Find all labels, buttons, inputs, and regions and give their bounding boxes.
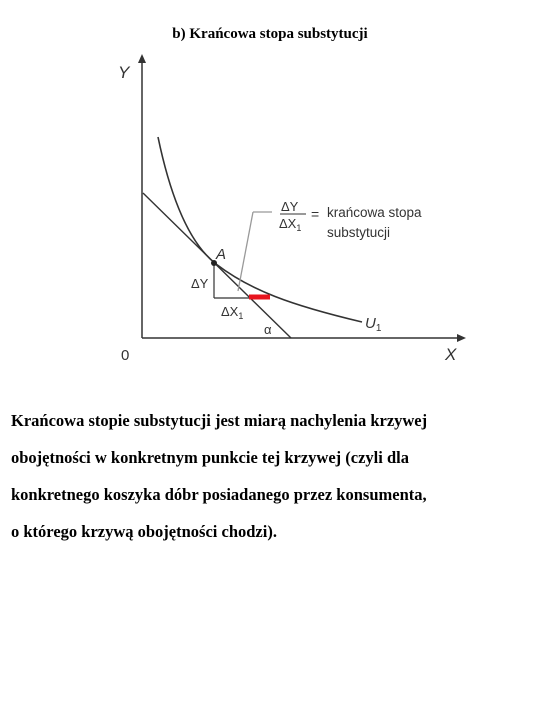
figure-title: b) Krańcowa stopa substytucji [172, 26, 368, 42]
paragraph-line-4: o którego krzywą obojętności chodzi). [11, 522, 277, 541]
explanation-paragraph [11, 402, 531, 550]
curve-label [365, 315, 382, 334]
formula-text-line2: substytucji [327, 225, 391, 240]
mrs-formula [279, 199, 422, 240]
formula-connector [238, 212, 253, 291]
y-axis-label: Y [118, 63, 130, 82]
origin-label: 0 [121, 347, 130, 364]
formula-denominator-subscript: 1 [296, 223, 302, 233]
formula-numerator: ΔY [281, 199, 299, 214]
delta-x-subscript: 1 [238, 311, 244, 321]
curve-label-text: U [365, 315, 376, 332]
x-axis-label: X [445, 345, 457, 364]
delta-x-label [221, 304, 243, 321]
paragraph-line-1: Krańcowa stopie substytucji jest miarą nachylenia krzywej [11, 411, 428, 430]
delta-y-label: ΔY [191, 276, 209, 291]
tangent-line [143, 193, 291, 338]
formula-denominator [279, 216, 301, 233]
paragraph-line-2: obojętności w konkretnym punkcie tej krzywej (czyli dla [11, 448, 409, 467]
formula-equals: = [311, 206, 320, 222]
point-a-label: A [216, 246, 227, 263]
paragraph-line-3: konkretnego koszyka dóbr posiadanego przez konsumenta, [11, 485, 427, 504]
angle-label: α [264, 322, 272, 337]
formula-text-line1: krańcowa stopa [327, 205, 422, 220]
curve-label-subscript: 1 [375, 323, 382, 334]
delta-x-text: ΔX [221, 304, 239, 319]
formula-denominator-text: ΔX [279, 216, 297, 231]
